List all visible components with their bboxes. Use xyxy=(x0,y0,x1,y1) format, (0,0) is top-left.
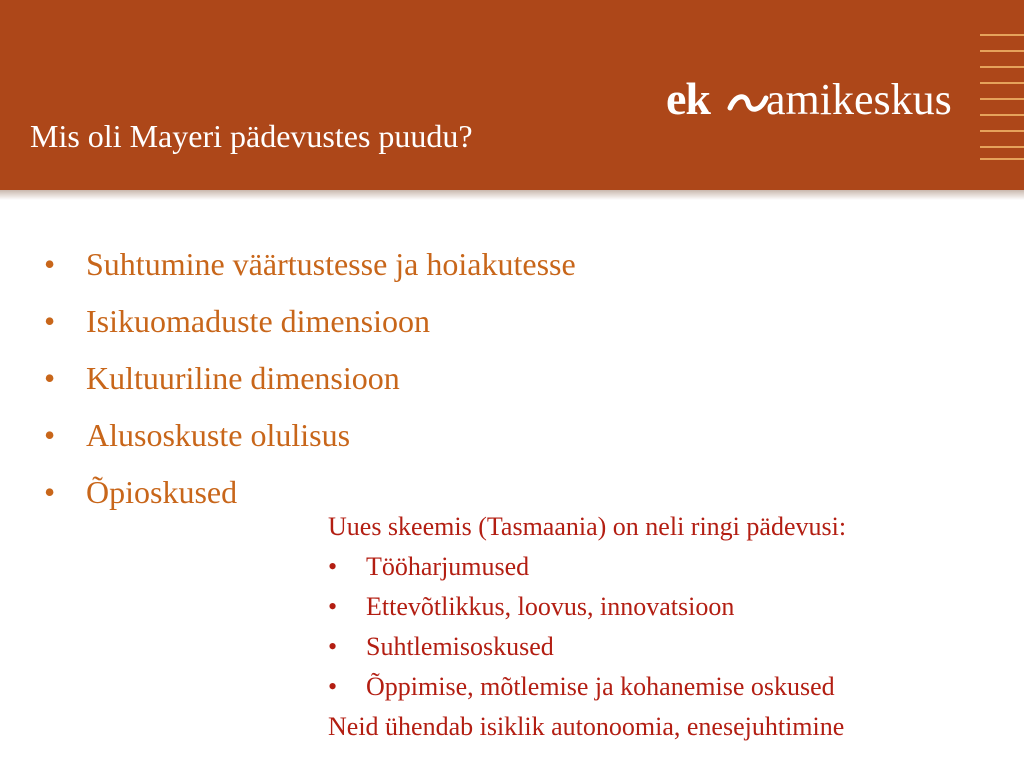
bullet-text: Isikuomaduste dimensioon xyxy=(86,303,430,339)
list-item xyxy=(328,627,1018,667)
bullet-icon: • xyxy=(44,303,56,339)
header-shadow xyxy=(0,190,1024,200)
decorative-stripes xyxy=(980,34,1024,164)
side-note-outro: Neid ühendab isiklik autonoomia, enesejuhtimine xyxy=(328,712,845,741)
bullet-icon: • xyxy=(44,417,56,453)
bullet-icon: • xyxy=(44,474,56,510)
bullet-icon: • xyxy=(44,246,56,282)
note-item-text: Tööharjumused xyxy=(366,552,530,581)
logo-swash-icon xyxy=(726,90,770,116)
bullet-text: Alusoskuste olulisus xyxy=(86,417,351,453)
note-item-text: Õppimise, mõtlemise ja kohanemise oskused xyxy=(366,672,835,701)
bullet-icon: • xyxy=(328,672,338,701)
list-item xyxy=(328,547,1018,587)
logo-prefix: ek xyxy=(666,73,710,124)
bullet-icon: • xyxy=(328,632,338,661)
slide-title: Mis oli Mayeri pädevustes puudu? xyxy=(30,118,473,154)
logo xyxy=(666,72,971,132)
bullet-icon: • xyxy=(328,592,338,621)
bullet-text: Kultuuriline dimensioon xyxy=(86,360,400,396)
side-note-intro: Uues skeemis (Tasmaania) on neli ringi pädevusi: xyxy=(328,512,847,541)
list-item xyxy=(44,407,576,464)
main-bullet-list xyxy=(44,236,576,521)
logo-suffix: amikeskus xyxy=(766,75,952,124)
list-item xyxy=(328,587,1018,627)
list-item xyxy=(44,350,576,407)
bullet-text: Õpioskused xyxy=(86,474,238,510)
bullet-icon: • xyxy=(328,552,338,581)
bullet-text: Suhtumine väärtustesse ja hoiakutesse xyxy=(86,246,576,282)
list-item xyxy=(328,667,1018,707)
bullet-icon: • xyxy=(44,360,56,396)
note-item-text: Suhtlemisoskused xyxy=(366,632,554,661)
note-item-text: Ettevõtlikkus, loovus, innovatsioon xyxy=(366,592,735,621)
list-item xyxy=(44,293,576,350)
side-note xyxy=(328,507,1018,747)
side-note-list xyxy=(328,547,1018,707)
list-item xyxy=(44,236,576,293)
